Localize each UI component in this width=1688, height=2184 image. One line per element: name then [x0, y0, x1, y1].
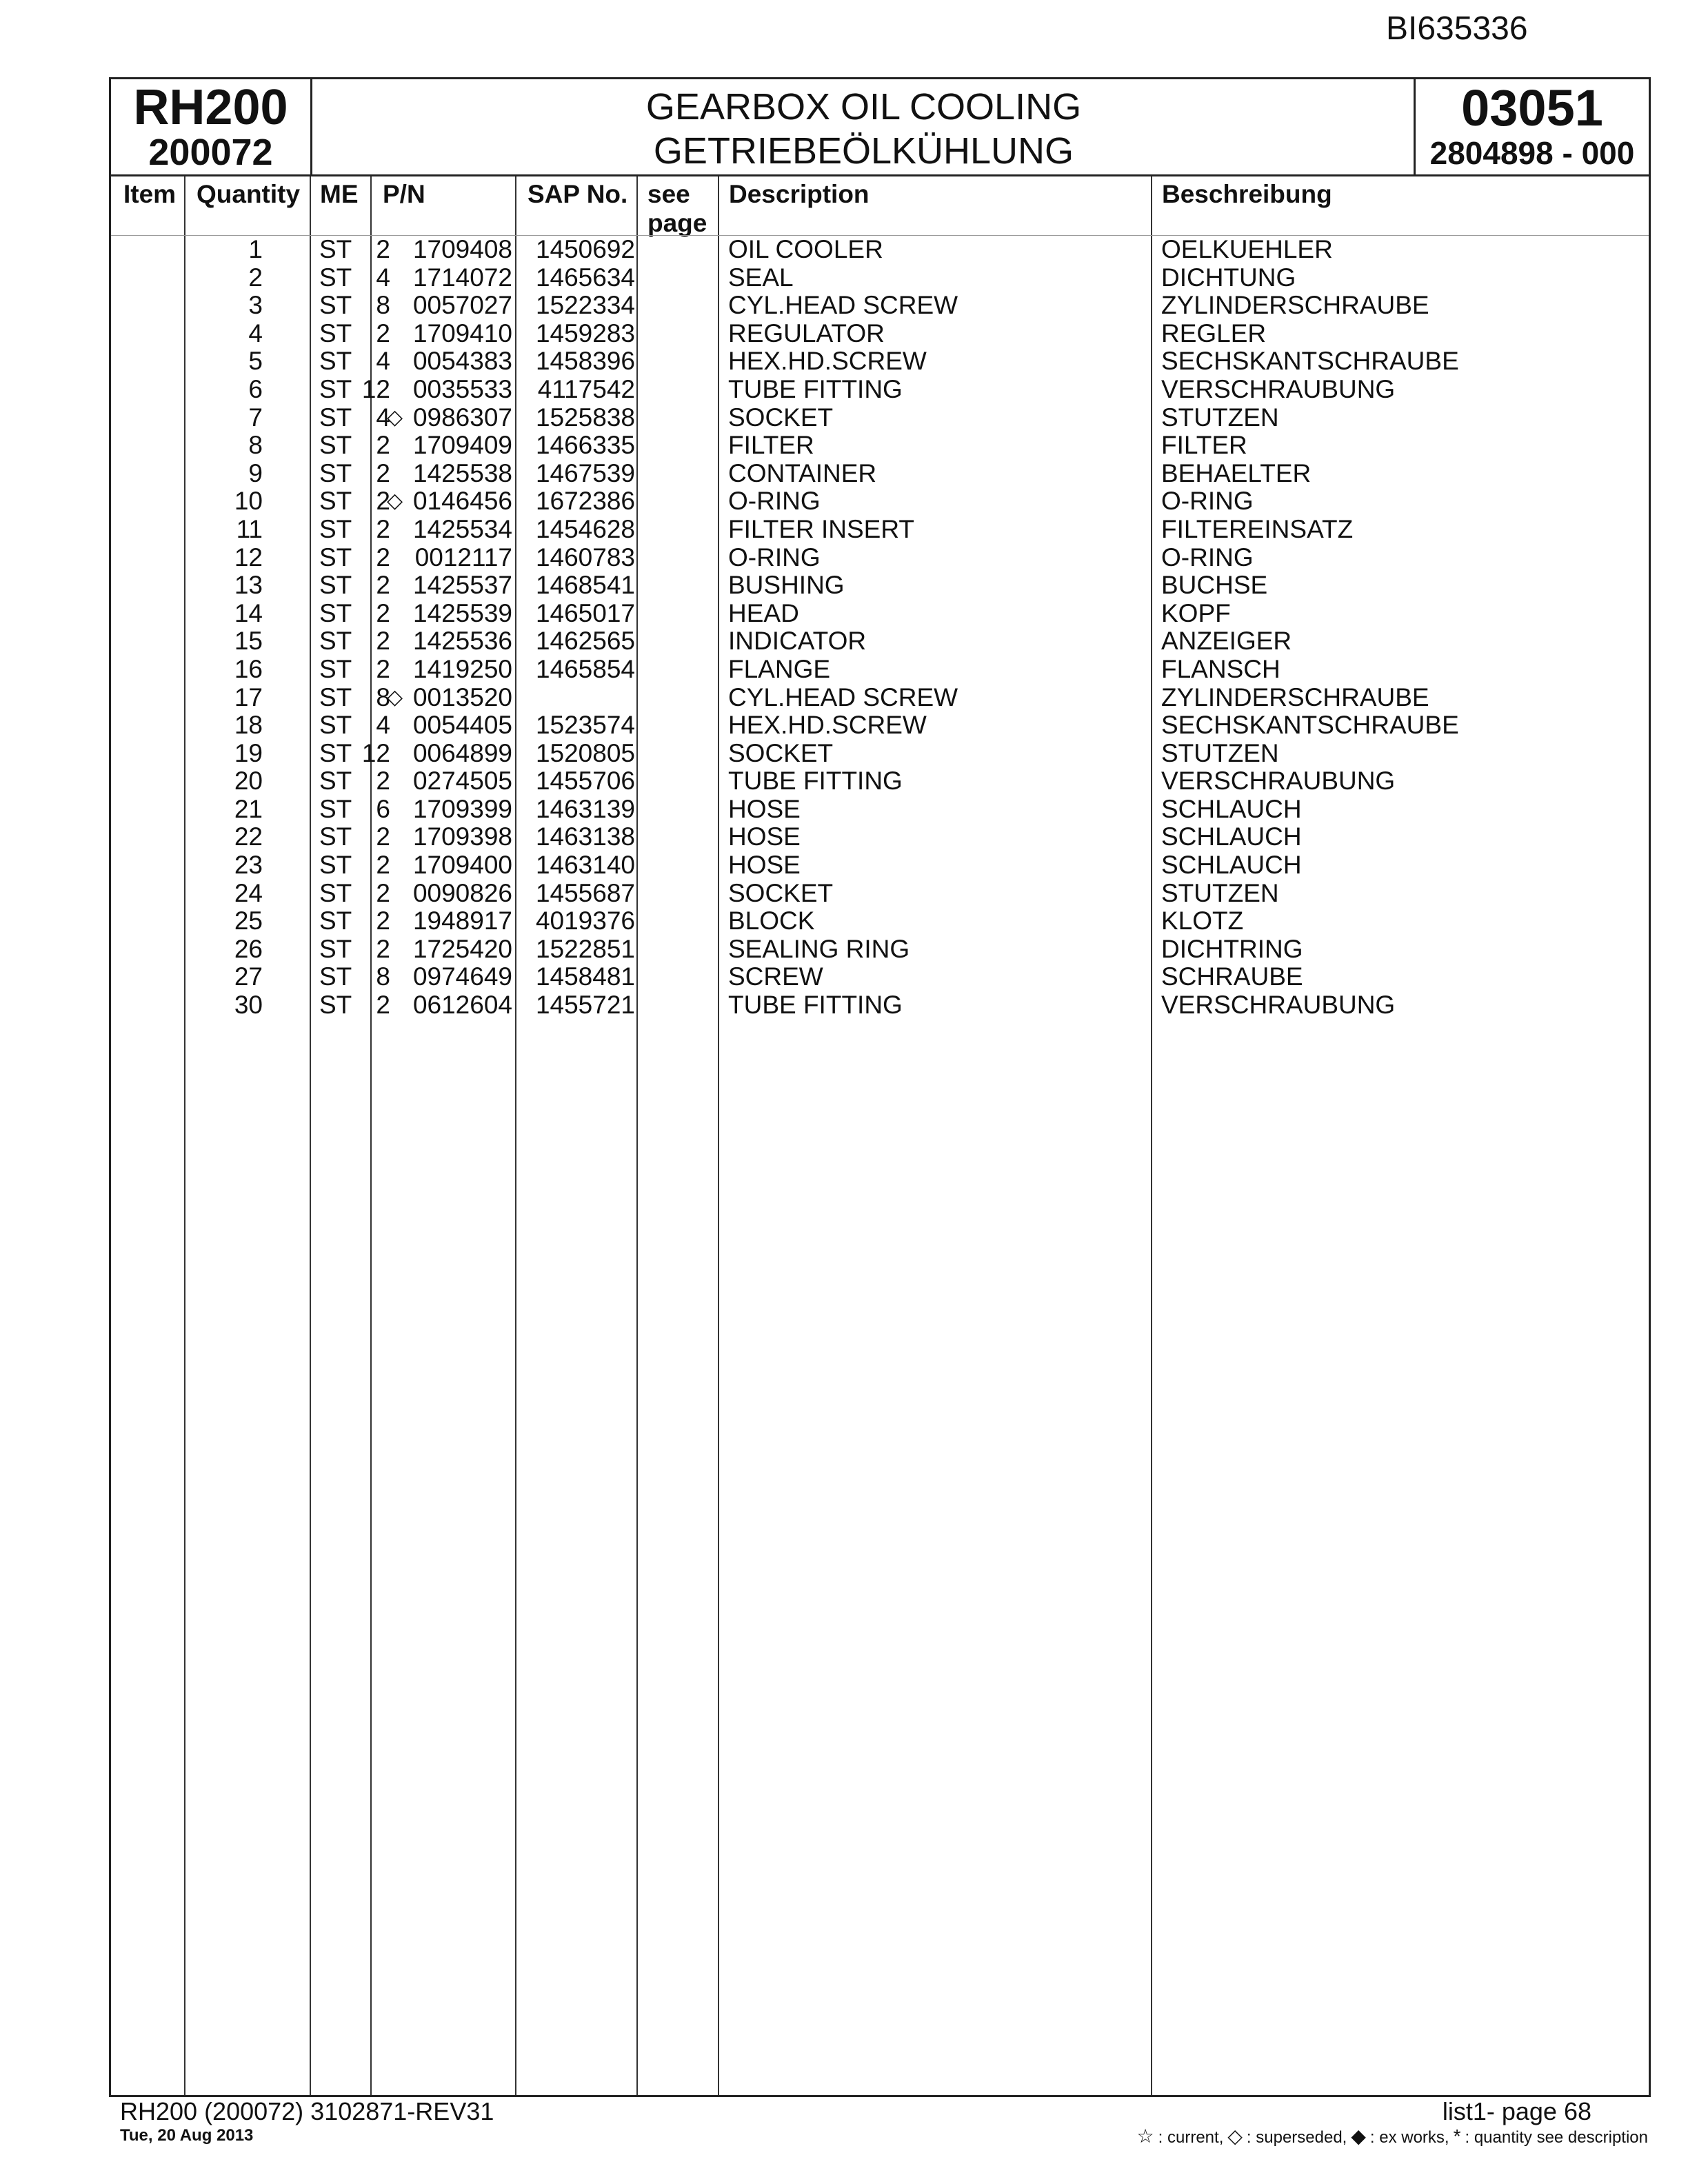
- part-number-cell: 0986307: [412, 403, 512, 432]
- unit-cell: ST: [319, 907, 352, 936]
- beschreibung-cell: ANZEIGER: [1161, 627, 1292, 656]
- item-cell: 13: [234, 571, 263, 600]
- quantity-cell: 2: [376, 431, 390, 460]
- column-header-beschreibung: Beschreibung: [1162, 180, 1332, 208]
- title-german: GETRIEBEÖLKÜHLUNG: [653, 130, 1074, 172]
- column-header-pn: P/N: [383, 180, 425, 208]
- item-cell: 14: [234, 598, 263, 627]
- table-row: [111, 627, 1649, 656]
- beschreibung-cell: SCHLAUCH: [1161, 851, 1302, 880]
- legend-text: : ex works,: [1369, 2128, 1449, 2147]
- sap-number-cell: 1465854: [535, 654, 635, 683]
- description-cell: HOSE: [728, 851, 801, 880]
- sap-number-cell: 1458481: [535, 962, 635, 991]
- part-number-cell: 1709399: [412, 794, 512, 823]
- footer-date: Tue, 20 Aug 2013: [120, 2126, 254, 2145]
- unit-cell: ST: [319, 291, 352, 320]
- machine-model: RH200: [133, 80, 288, 135]
- table-row: [111, 907, 1649, 936]
- unit-cell: ST: [319, 458, 352, 487]
- sap-number-cell: 1455721: [535, 991, 635, 1020]
- table-row: [111, 460, 1649, 488]
- sap-number-cell: 1459283: [535, 318, 635, 347]
- unit-cell: ST: [319, 487, 352, 516]
- sap-number-cell: 1450692: [535, 235, 635, 263]
- legend-symbol: ☆: [1136, 2125, 1154, 2147]
- part-number-cell: 0013520: [412, 682, 512, 711]
- description-cell: FILTER: [728, 431, 814, 460]
- description-cell: REGULATOR: [728, 318, 885, 347]
- quantity-cell: 2: [376, 571, 390, 600]
- group-number: 03051: [1461, 79, 1603, 136]
- unit-cell: ST: [319, 794, 352, 823]
- quantity-cell: 2: [376, 458, 390, 487]
- quantity-cell: 12: [361, 374, 390, 403]
- beschreibung-cell: STUTZEN: [1161, 403, 1279, 432]
- item-cell: 19: [234, 738, 263, 767]
- symbol-legend: [1133, 2125, 1648, 2147]
- machine-block: [111, 79, 312, 174]
- quantity-cell: 2: [376, 907, 390, 936]
- description-cell: BUSHING: [728, 571, 845, 600]
- beschreibung-cell: STUTZEN: [1161, 878, 1279, 907]
- table-row: [111, 767, 1649, 796]
- sap-number-cell: 1455706: [535, 767, 635, 796]
- unit-cell: ST: [319, 431, 352, 460]
- description-cell: HEX.HD.SCREW: [728, 347, 927, 376]
- unit-cell: ST: [319, 767, 352, 796]
- item-cell: 25: [234, 907, 263, 936]
- column-header-quantity: Quantity: [197, 180, 301, 208]
- part-number-cell: 0612604: [412, 991, 512, 1020]
- column-header-description: Description: [729, 180, 870, 208]
- table-row: [111, 656, 1649, 684]
- sap-number-cell: 1463140: [535, 851, 635, 880]
- quantity-cell: 2: [376, 543, 390, 572]
- title-english: GEARBOX OIL COOLING: [645, 86, 1082, 128]
- beschreibung-cell: FILTER: [1161, 431, 1247, 460]
- quantity-cell: 8: [376, 291, 390, 320]
- beschreibung-cell: OELKUEHLER: [1161, 235, 1333, 263]
- item-cell: 21: [234, 794, 263, 823]
- beschreibung-cell: O-RING: [1161, 487, 1254, 516]
- part-number-cell: 1709398: [412, 822, 512, 851]
- unit-cell: ST: [319, 235, 352, 263]
- table-row: [111, 936, 1649, 964]
- part-number-cell: 1425534: [412, 514, 512, 543]
- part-number-cell: 0035533: [412, 374, 512, 403]
- beschreibung-cell: SCHRAUBE: [1161, 962, 1303, 991]
- sap-number-cell: 1523574: [535, 711, 635, 740]
- table-row: [111, 600, 1649, 628]
- sap-number-cell: 4117542: [537, 374, 635, 403]
- item-cell: 4: [248, 318, 263, 347]
- quantity-cell: 2: [376, 878, 390, 907]
- part-number-cell: 0012117: [414, 543, 512, 572]
- table-row: [111, 292, 1649, 320]
- unit-cell: ST: [319, 711, 352, 740]
- beschreibung-cell: VERSCHRAUBUNG: [1161, 374, 1396, 403]
- table-row: [111, 347, 1649, 376]
- item-cell: 15: [234, 627, 263, 656]
- item-cell: 8: [248, 431, 263, 460]
- table-row: [111, 740, 1649, 768]
- table-row: [111, 796, 1649, 824]
- legend-symbol: *: [1453, 2125, 1461, 2147]
- part-number-cell: 1419250: [412, 654, 512, 683]
- quantity-cell: 2: [376, 487, 390, 516]
- part-number-cell: 1425536: [412, 627, 512, 656]
- footer-reference: RH200 (200072) 3102871-REV31: [120, 2097, 494, 2125]
- quantity-cell: 2: [376, 598, 390, 627]
- part-number-cell: 1709408: [412, 235, 512, 263]
- column-header-me: ME: [320, 180, 359, 208]
- beschreibung-cell: BEHAELTER: [1161, 458, 1312, 487]
- part-number-cell: 1725420: [412, 934, 512, 963]
- quantity-cell: 2: [376, 235, 390, 263]
- quantity-cell: 12: [361, 738, 390, 767]
- column-header-see: see: [647, 180, 690, 208]
- item-cell: 18: [234, 711, 263, 740]
- quantity-cell: 2: [376, 934, 390, 963]
- quantity-cell: 2: [376, 767, 390, 796]
- item-cell: 24: [234, 878, 263, 907]
- description-cell: HEX.HD.SCREW: [728, 711, 927, 740]
- description-cell: FLANGE: [728, 654, 831, 683]
- superseded-marker: ◇: [387, 685, 403, 709]
- table-row: [111, 991, 1649, 1020]
- part-number-cell: 1425538: [412, 458, 512, 487]
- unit-cell: ST: [319, 851, 352, 880]
- part-number-cell: 0054405: [412, 711, 512, 740]
- quantity-cell: 2: [376, 627, 390, 656]
- table-row: [111, 684, 1649, 712]
- description-cell: CONTAINER: [728, 458, 877, 487]
- unit-cell: ST: [319, 263, 352, 292]
- part-number-cell: 1714072: [412, 263, 512, 292]
- beschreibung-cell: KLOTZ: [1161, 907, 1244, 936]
- table-row: [111, 544, 1649, 572]
- unit-cell: ST: [319, 543, 352, 572]
- beschreibung-cell: VERSCHRAUBUNG: [1161, 991, 1396, 1020]
- unit-cell: ST: [319, 934, 352, 963]
- part-number-cell: 1425537: [412, 571, 512, 600]
- sap-number-cell: 1672386: [535, 487, 635, 516]
- table-row: [111, 516, 1649, 544]
- part-number-cell: 1709409: [412, 431, 512, 460]
- part-number-cell: 0090826: [412, 878, 512, 907]
- description-cell: CYL.HEAD SCREW: [728, 682, 958, 711]
- sap-number-cell: 1522334: [535, 291, 635, 320]
- legend-symbol: ◆: [1351, 2125, 1366, 2147]
- description-cell: HEAD: [728, 598, 799, 627]
- quantity-cell: 2: [376, 851, 390, 880]
- footer-page-number: list1- page 68: [1442, 2097, 1591, 2125]
- beschreibung-cell: STUTZEN: [1161, 738, 1279, 767]
- description-cell: OIL COOLER: [728, 235, 883, 263]
- unit-cell: ST: [319, 822, 352, 851]
- item-cell: 3: [248, 291, 263, 320]
- unit-cell: ST: [319, 738, 352, 767]
- beschreibung-cell: FLANSCH: [1161, 654, 1280, 683]
- beschreibung-cell: SECHSKANTSCHRAUBE: [1161, 711, 1459, 740]
- description-cell: TUBE FITTING: [728, 991, 903, 1020]
- unit-cell: ST: [319, 403, 352, 432]
- unit-cell: ST: [319, 514, 352, 543]
- quantity-cell: 6: [376, 794, 390, 823]
- sap-number-cell: 1522851: [535, 934, 635, 963]
- quantity-cell: 4: [376, 711, 390, 740]
- item-cell: 9: [248, 458, 263, 487]
- description-cell: SOCKET: [728, 878, 834, 907]
- beschreibung-cell: DICHTRING: [1161, 934, 1303, 963]
- description-cell: CYL.HEAD SCREW: [728, 291, 958, 320]
- sap-number-cell: 1462565: [535, 627, 635, 656]
- superseded-marker: ◇: [387, 405, 403, 429]
- beschreibung-cell: ZYLINDERSCHRAUBE: [1161, 682, 1429, 711]
- item-cell: 20: [234, 767, 263, 796]
- part-number-cell: 1948917: [412, 907, 512, 936]
- description-cell: BLOCK: [728, 907, 815, 936]
- quantity-cell: 2: [376, 318, 390, 347]
- superseded-marker: ◇: [387, 489, 403, 513]
- unit-cell: ST: [319, 627, 352, 656]
- parts-list-frame: [109, 77, 1651, 2097]
- unit-cell: ST: [319, 991, 352, 1020]
- quantity-cell: 8: [376, 962, 390, 991]
- table-row: [111, 487, 1649, 516]
- sap-number-cell: 1454628: [535, 514, 635, 543]
- quantity-cell: 2: [376, 654, 390, 683]
- item-cell: 27: [234, 962, 263, 991]
- table-row: [111, 851, 1649, 880]
- item-cell: 16: [234, 654, 263, 683]
- part-number-cell: 0274505: [412, 767, 512, 796]
- part-number-cell: 0057027: [412, 291, 512, 320]
- sap-number-cell: 4019376: [535, 907, 635, 936]
- beschreibung-cell: DICHTUNG: [1161, 263, 1296, 292]
- beschreibung-cell: VERSCHRAUBUNG: [1161, 767, 1396, 796]
- item-cell: 1: [248, 235, 263, 263]
- table-row: [111, 823, 1649, 851]
- description-cell: TUBE FITTING: [728, 374, 903, 403]
- item-cell: 23: [234, 851, 263, 880]
- title-block: [312, 79, 1415, 174]
- legend-symbol: ◇: [1227, 2125, 1243, 2147]
- beschreibung-cell: ZYLINDERSCHRAUBE: [1161, 291, 1429, 320]
- sap-number-cell: 1467539: [535, 458, 635, 487]
- quantity-cell: 2: [376, 514, 390, 543]
- table-row: [111, 320, 1649, 348]
- item-cell: 2: [248, 263, 263, 292]
- sap-number-cell: 1463138: [535, 822, 635, 851]
- unit-cell: ST: [319, 374, 352, 403]
- table-row: [111, 236, 1649, 264]
- document-id: BI635336: [1386, 10, 1528, 47]
- sap-number-cell: 1468541: [535, 571, 635, 600]
- quantity-cell: 4: [376, 347, 390, 376]
- quantity-cell: 4: [376, 263, 390, 292]
- unit-cell: ST: [319, 347, 352, 376]
- part-number-cell: 1709410: [412, 318, 512, 347]
- description-cell: SEAL: [728, 263, 794, 292]
- sap-number-cell: 1520805: [535, 738, 635, 767]
- parts-table-body: [111, 236, 1649, 1020]
- description-cell: HOSE: [728, 822, 801, 851]
- item-cell: 7: [248, 403, 263, 432]
- description-cell: SCREW: [728, 962, 823, 991]
- unit-cell: ST: [319, 318, 352, 347]
- sap-number-cell: 1455687: [535, 878, 635, 907]
- item-cell: 17: [234, 682, 263, 711]
- beschreibung-cell: SCHLAUCH: [1161, 794, 1302, 823]
- quantity-cell: 8: [376, 682, 390, 711]
- table-row: [111, 264, 1649, 292]
- sap-number-cell: 1465634: [535, 263, 635, 292]
- sap-number-cell: 1525838: [535, 403, 635, 432]
- item-cell: 11: [236, 514, 263, 543]
- unit-cell: ST: [319, 878, 352, 907]
- parts-list-header: [111, 79, 1649, 176]
- quantity-cell: 2: [376, 822, 390, 851]
- description-cell: SOCKET: [728, 403, 834, 432]
- column-header-item: Item: [123, 180, 177, 208]
- beschreibung-cell: SCHLAUCH: [1161, 822, 1302, 851]
- sap-number-cell: 1463139: [535, 794, 635, 823]
- machine-serial: 200072: [148, 132, 273, 173]
- item-cell: 26: [234, 934, 263, 963]
- column-header-sap: SAP No.: [528, 180, 628, 208]
- item-cell: 6: [248, 374, 263, 403]
- item-cell: 5: [248, 347, 263, 376]
- unit-cell: ST: [319, 571, 352, 600]
- item-cell: 30: [234, 991, 263, 1020]
- quantity-cell: 2: [376, 991, 390, 1020]
- unit-cell: ST: [319, 654, 352, 683]
- legend-text: : quantity see description: [1465, 2128, 1648, 2147]
- legend-text: : current,: [1158, 2128, 1224, 2147]
- unit-cell: ST: [319, 962, 352, 991]
- beschreibung-cell: SECHSKANTSCHRAUBE: [1161, 347, 1459, 376]
- beschreibung-cell: REGLER: [1161, 318, 1267, 347]
- column-header-page: page: [647, 209, 707, 237]
- drawing-number: 2804898 - 000: [1429, 135, 1635, 171]
- table-row: [111, 963, 1649, 991]
- beschreibung-cell: KOPF: [1161, 598, 1231, 627]
- part-number-cell: 1709400: [412, 851, 512, 880]
- sap-number-cell: 1458396: [535, 347, 635, 376]
- sap-number-cell: 1466335: [535, 431, 635, 460]
- description-cell: O-RING: [728, 487, 821, 516]
- description-cell: FILTER INSERT: [728, 514, 915, 543]
- table-row: [111, 404, 1649, 432]
- item-cell: 22: [234, 822, 263, 851]
- beschreibung-cell: O-RING: [1161, 543, 1254, 572]
- description-cell: O-RING: [728, 543, 821, 572]
- group-block: [1414, 79, 1649, 174]
- part-number-cell: 1425539: [412, 598, 512, 627]
- table-row: [111, 880, 1649, 908]
- sap-number-cell: 1465017: [535, 598, 635, 627]
- unit-cell: ST: [319, 598, 352, 627]
- table-row: [111, 711, 1649, 740]
- item-cell: 12: [234, 543, 263, 572]
- quantity-cell: 4: [376, 403, 390, 432]
- beschreibung-cell: FILTEREINSATZ: [1161, 514, 1354, 543]
- table-row: [111, 432, 1649, 460]
- description-cell: INDICATOR: [728, 627, 867, 656]
- beschreibung-cell: BUCHSE: [1161, 571, 1268, 600]
- item-cell: 10: [234, 487, 263, 516]
- description-cell: HOSE: [728, 794, 801, 823]
- description-cell: SOCKET: [728, 738, 834, 767]
- sap-number-cell: 1460783: [535, 543, 635, 572]
- legend-text: : superseded,: [1246, 2128, 1347, 2147]
- description-cell: SEALING RING: [728, 934, 910, 963]
- table-row: [111, 572, 1649, 600]
- part-number-cell: 0054383: [412, 347, 512, 376]
- unit-cell: ST: [319, 682, 352, 711]
- table-row: [111, 376, 1649, 404]
- part-number-cell: 0064899: [412, 738, 512, 767]
- part-number-cell: 0974649: [412, 962, 512, 991]
- description-cell: TUBE FITTING: [728, 767, 903, 796]
- part-number-cell: 0146456: [412, 487, 512, 516]
